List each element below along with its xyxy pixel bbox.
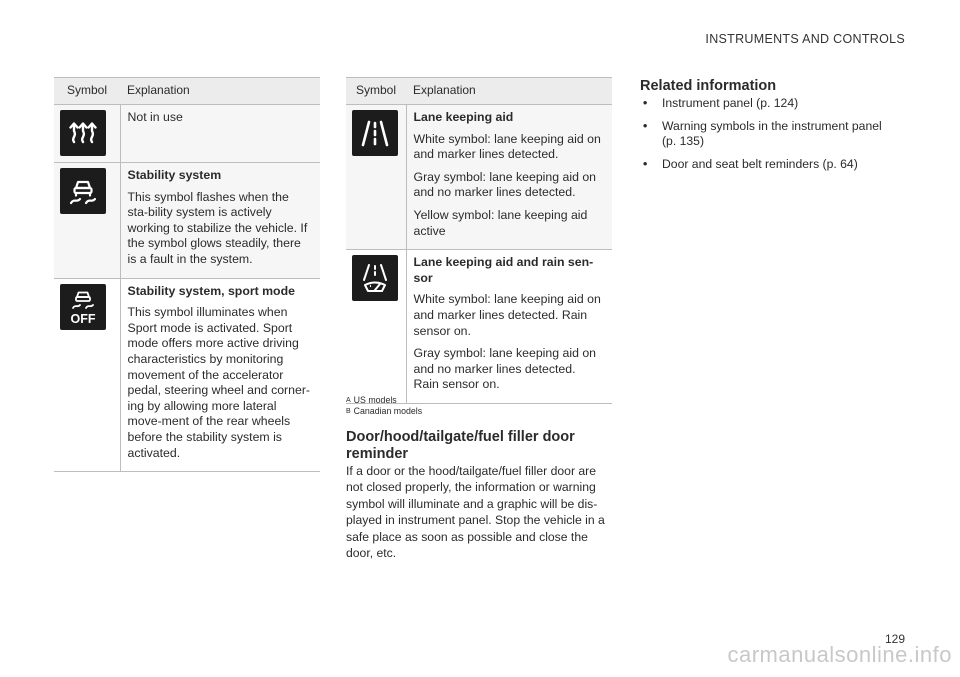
row-paragraph: Yellow symbol: lane keeping aid active bbox=[413, 207, 588, 238]
symbol-table-left bbox=[54, 77, 320, 472]
explanation-cell bbox=[120, 105, 320, 163]
section-body: If a door or the hood/tailgate/fuel filler door are not closed properly, the information or warning symbol will illuminate and a graphic will be dis-played in instrument panel. Stop the vehicle in a safe place as soon as possible and close the door, etc. bbox=[346, 464, 605, 561]
row-paragraph: Gray symbol: lane keeping aid on and no marker lines detected. Rain sensor on. bbox=[413, 346, 597, 392]
symbol-cell bbox=[54, 278, 120, 472]
explanation-cell bbox=[120, 163, 320, 279]
stability-system-off-icon bbox=[60, 284, 106, 330]
table-row bbox=[54, 163, 320, 279]
symbol-cell bbox=[346, 250, 406, 404]
section-heading: Door/hood/tailgate/fuel filler door reminder bbox=[346, 429, 575, 462]
row-title: Lane keeping aid and rain sen-sor bbox=[413, 255, 594, 285]
symbol-cell bbox=[346, 105, 406, 250]
row-title: Lane keeping aid bbox=[413, 110, 514, 124]
row-paragraph: Not in use bbox=[127, 110, 183, 124]
page-header-title: INSTRUMENTS AND CONTROLS bbox=[705, 32, 905, 46]
watermark: carmanualsonline.info bbox=[727, 642, 952, 667]
explanation-column-header: Explanation bbox=[406, 78, 612, 105]
related-link[interactable]: Warning symbols in the instrument panel (p. 135) bbox=[662, 118, 882, 148]
table-row bbox=[346, 105, 612, 250]
table-footnotes bbox=[346, 395, 422, 417]
page-number: 129 bbox=[884, 632, 905, 646]
footnote-mark: B bbox=[346, 408, 351, 415]
related-link[interactable]: Door and seat belt reminders (p. 64) bbox=[662, 156, 858, 171]
row-paragraph: White symbol: lane keeping aid on and marker lines detected. bbox=[413, 131, 601, 162]
related-link[interactable]: Instrument panel (p. 124) bbox=[662, 96, 799, 110]
symbol-cell bbox=[54, 163, 120, 279]
footnote bbox=[346, 395, 422, 406]
row-paragraph: This symbol flashes when the sta-bility system is actively working to stabilize the vehicle. If the symbol glows steadily, there is a fault in the system. bbox=[127, 189, 308, 266]
row-paragraph: White symbol: lane keeping aid on and marker lines detected. Rain sensor on. bbox=[413, 292, 601, 338]
lane-keeping-aid-icon bbox=[352, 110, 398, 156]
explanation-cell bbox=[406, 105, 612, 250]
symbol-column-header: Symbol bbox=[346, 78, 406, 105]
symbol-table-right bbox=[346, 77, 612, 404]
explanation-cell bbox=[120, 278, 320, 472]
list-item bbox=[640, 96, 890, 112]
bullet-icon: • bbox=[643, 96, 648, 110]
table-header-row bbox=[346, 78, 612, 105]
symbol-cell bbox=[54, 105, 120, 163]
footnote-mark: A bbox=[346, 397, 351, 404]
table-row bbox=[346, 250, 612, 404]
row-title: Stability system, sport mode bbox=[127, 283, 295, 298]
explanation-column-header: Explanation bbox=[120, 78, 320, 105]
related-information-list bbox=[640, 96, 890, 179]
list-item bbox=[640, 157, 890, 173]
footnote-text: Canadian models bbox=[353, 406, 423, 416]
list-item bbox=[640, 119, 890, 150]
bullet-icon: • bbox=[643, 118, 648, 133]
bullet-icon: • bbox=[643, 156, 648, 171]
table-row bbox=[54, 278, 320, 472]
off-label: OFF bbox=[70, 311, 96, 326]
row-paragraph: This symbol illuminates when Sport mode is activated. Sport mode offers more active driving characteristics by monitoring movement of the accelerator pedal, steering wheel and corner-ing by allowing more lateral move-ment of the rear wheels before the stability system is activated. bbox=[127, 305, 311, 460]
footnote bbox=[346, 406, 422, 417]
related-information-heading: Related information bbox=[640, 78, 777, 94]
symbol-column-header: Symbol bbox=[54, 78, 120, 105]
row-paragraph: Gray symbol: lane keeping aid on and no marker lines detected. bbox=[413, 169, 597, 200]
table-header-row bbox=[54, 78, 320, 105]
heated-rear-defrost-icon bbox=[60, 110, 106, 156]
row-title: Stability system bbox=[127, 168, 222, 182]
lane-keeping-aid-rain-sensor-icon bbox=[352, 255, 398, 301]
explanation-cell bbox=[406, 250, 612, 404]
footnote-text: US models bbox=[353, 395, 397, 405]
table-row bbox=[54, 105, 320, 163]
stability-system-icon bbox=[60, 168, 106, 214]
